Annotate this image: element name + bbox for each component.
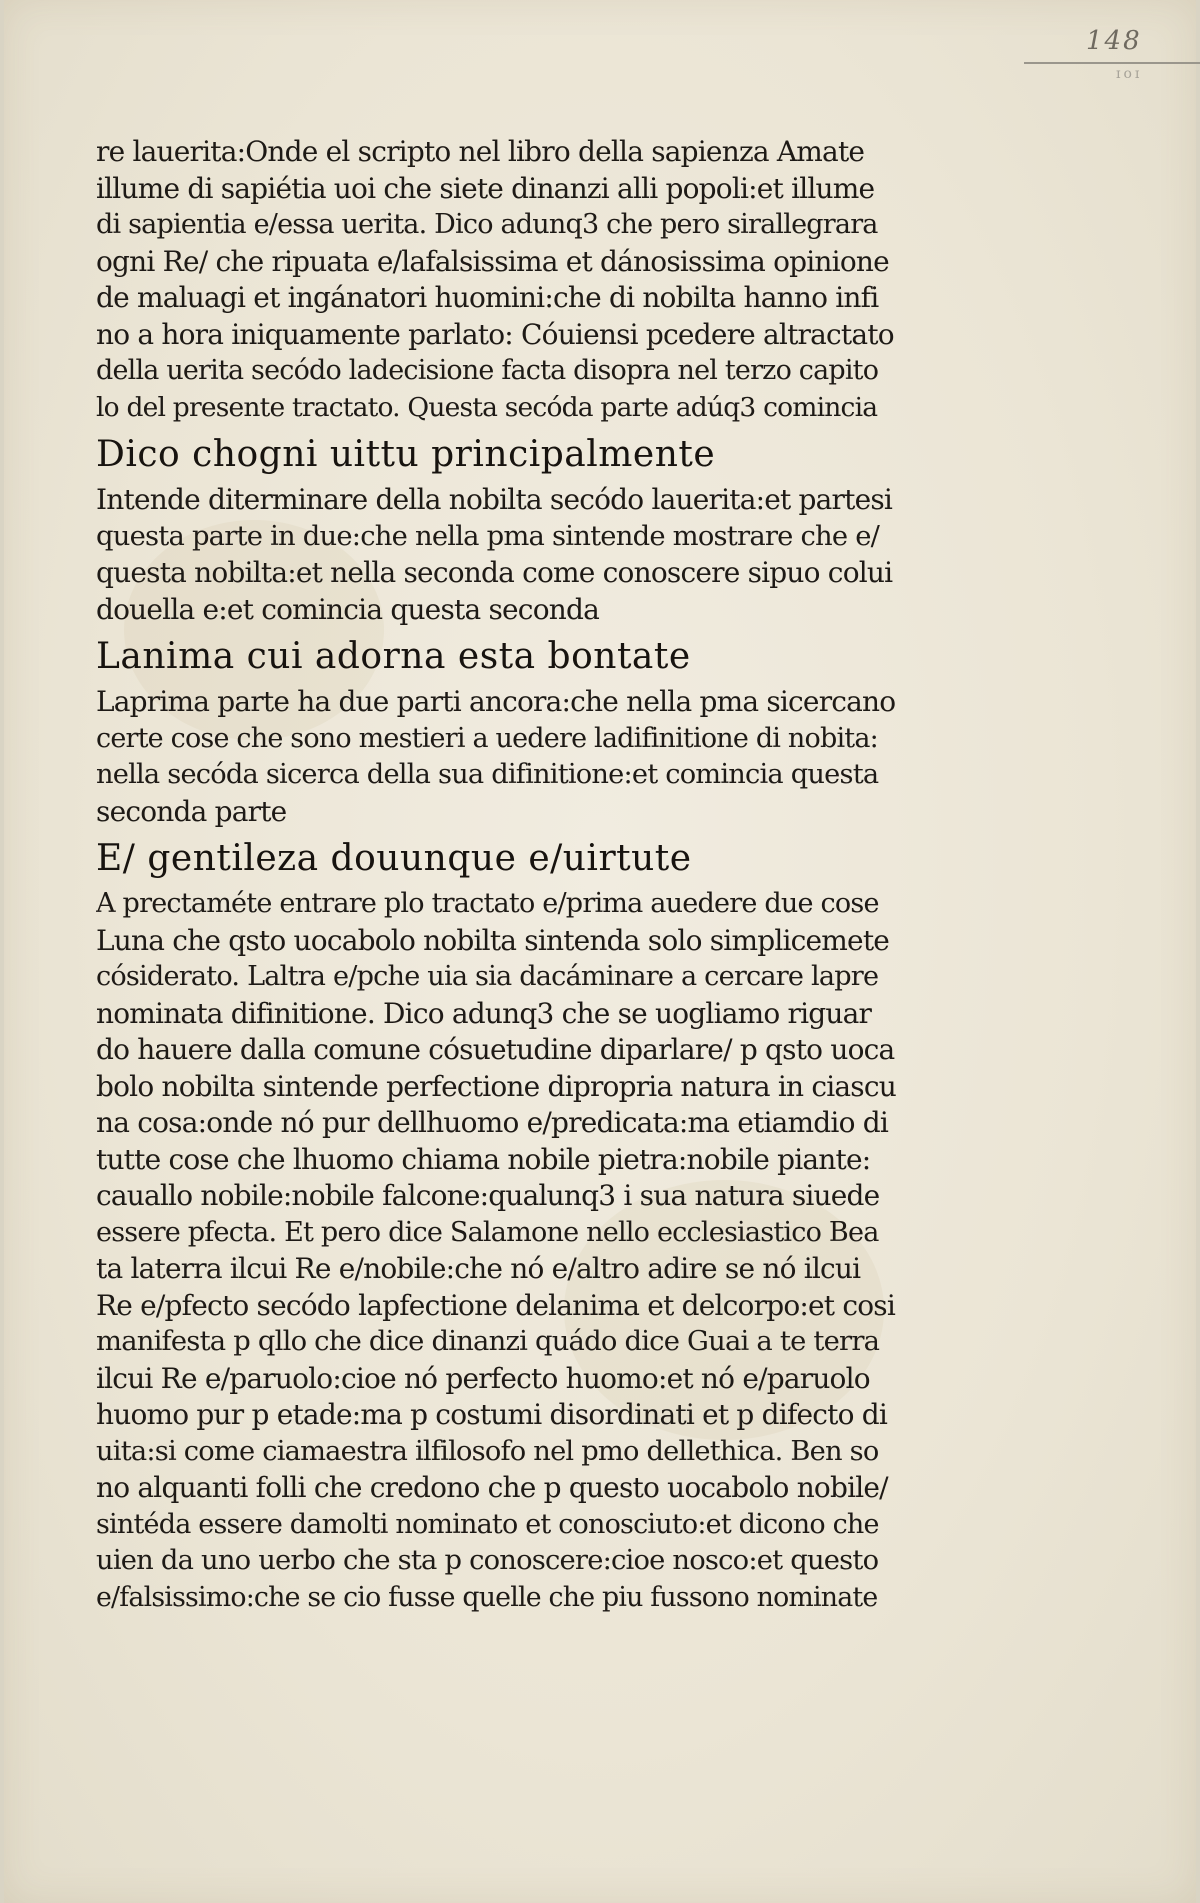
paragraph xyxy=(96,684,896,830)
text-line: tutte cose che lhuomo chiama nobile pietra:nobile piante: xyxy=(96,1142,871,1176)
text-line: manifesta p qllo che dice dinanzi quádo dice Guai a te terra xyxy=(96,1326,880,1357)
folio-rule xyxy=(1024,62,1200,64)
text-line: e/falsissimo:che se cio fusse quelle che piu fussono nominate xyxy=(96,1581,878,1613)
text-line: della uerita secódo ladecisione facta disopra nel terzo capito xyxy=(96,355,879,386)
text-line: Laprima parte ha due parti ancora:che nella pma sicercano xyxy=(96,685,896,718)
text-line: lo del presente tractato. Questa secóda parte adúq3 comincia xyxy=(96,391,878,423)
text-line: Intende diterminare della nobilta secódo lauerita:et partesi xyxy=(96,483,893,516)
text-line: douella e:et comincia questa seconda xyxy=(96,592,599,626)
text-line: do hauere dalla comune cósuetudine diparlare/ p qsto uoca xyxy=(96,1033,895,1066)
book-page xyxy=(4,0,1196,1903)
text-line: di sapientia e/essa uerita. Dico adunq3 che pero sirallegrara xyxy=(96,209,878,240)
section-heading: Lanima cui adorna esta bontate xyxy=(96,636,691,677)
text-line: questa nobilta:et nella seconda come conoscere sipuo colui xyxy=(96,556,893,589)
text-line: A prectaméte entrare plo tractato e/prima auedere due cose xyxy=(96,888,879,919)
folio-number: 148 xyxy=(1086,26,1142,56)
text-line: nominata difinitione. Dico adunq3 che se uogliamo riguar xyxy=(96,996,872,1030)
text-line: cósiderato. Laltra e/pche uia sia dacáminare a cercare lapre xyxy=(96,961,879,992)
text-line: bolo nobilta sintende perfectione dipropria natura in ciascu xyxy=(96,1069,896,1103)
text-line: re lauerita:Onde el scripto nel libro della sapienza Amate xyxy=(96,135,865,168)
text-line: no alquanti folli che credono che p questo uocabolo nobile/ xyxy=(96,1471,888,1504)
text-line: no a hora iniquamente parlato: Cóuiensi pcedere altractato xyxy=(96,317,894,351)
text-line: certe cose che sono mestieri a uedere ladifinitione di nobita: xyxy=(96,722,878,754)
folio-sub-mark: ɪoɪ xyxy=(1116,66,1143,82)
text-line: cauallo nobile:nobile falcone:qualunq3 i sua natura siuede xyxy=(96,1179,880,1212)
text-column xyxy=(96,134,896,1616)
text-line: questa parte in due:che nella pma sintende mostrare che e/ xyxy=(96,520,880,552)
text-line: uita:si come ciamaestra ilfilosofo nel pmo dellethica. Ben so xyxy=(96,1435,879,1467)
text-line: ogni Re/ che ripuata e/lafalsissima et dánosissima opinione xyxy=(96,244,889,278)
text-line: de maluagi et ingánatori huomini:che di nobilta hanno infi xyxy=(96,281,879,314)
text-line: na cosa:onde nó pur dellhuomo e/predicata:ma etiamdio di xyxy=(96,1106,889,1139)
text-line: uien da uno uerbo che sta p conoscere:cioe nosco:et questo xyxy=(96,1545,879,1576)
text-line: nella secóda sicerca della sua difinitione:et comincia questa xyxy=(96,759,879,790)
paragraph xyxy=(96,482,896,628)
text-line: huomo pur p etade:ma p costumi disordinati et p difecto di xyxy=(96,1398,888,1431)
text-line: illume di sapiétia uoi che siete dinanzi alli popoli:et illume xyxy=(96,171,875,205)
paragraph xyxy=(96,134,896,426)
text-line: essere pfecta. Et pero dice Salamone nello ecclesiastico Bea xyxy=(96,1216,879,1248)
paragraph xyxy=(96,886,896,1616)
text-line: ilcui Re e/paruolo:cioe nó perfecto huomo:et nó e/paruolo xyxy=(96,1361,870,1395)
section-heading: Dico chogni uittu principalmente xyxy=(96,434,716,475)
text-line: Luna che qsto uocabolo nobilta sintenda solo simplicemete xyxy=(96,923,890,957)
text-line: Re e/pfecto secódo lapfectione delanima et delcorpo:et cosi xyxy=(96,1288,895,1322)
section-heading: E/ gentileza douunque e/uirtute xyxy=(96,838,692,879)
text-line: sintéda essere damolti nominato et conosciuto:et dicono che xyxy=(96,1508,879,1540)
text-line: ta laterra ilcui Re e/nobile:che nó e/altro adire se nó ilcui xyxy=(96,1252,861,1285)
text-line: seconda parte xyxy=(96,794,287,828)
